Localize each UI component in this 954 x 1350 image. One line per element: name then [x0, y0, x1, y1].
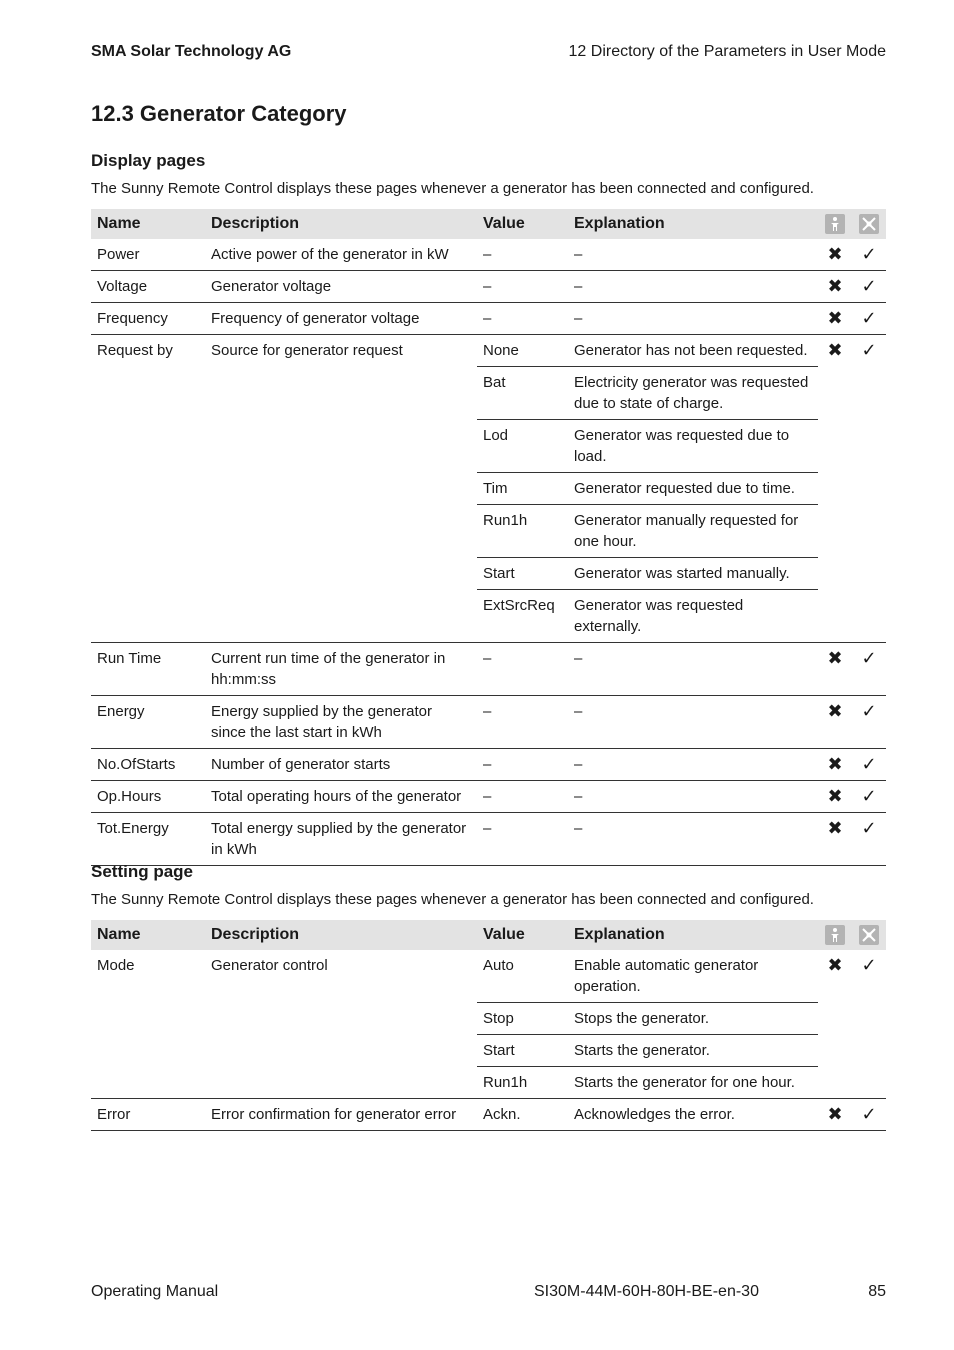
- cross-icon: ✖: [818, 271, 852, 303]
- table-row: [91, 950, 886, 1003]
- param-explanation: Generator has not been requested.: [568, 335, 818, 367]
- param-value: –: [477, 813, 568, 866]
- param-description: Source for generator request: [205, 335, 477, 643]
- page-number: 85: [868, 1283, 886, 1300]
- footer-manual: Operating Manual: [91, 1283, 219, 1300]
- param-value: Run1h: [477, 505, 568, 558]
- param-explanation: Enable automatic generator operation.: [568, 950, 818, 1003]
- col-description: Description: [205, 209, 477, 239]
- param-value: Start: [477, 1035, 568, 1067]
- table-header-row: [91, 209, 886, 239]
- setting-page-intro: The Sunny Remote Control displays these pages whenever a generator has been connected and configured.: [91, 891, 814, 908]
- col-value: Value: [477, 209, 568, 239]
- param-description: Current run time of the generator in hh:mm:ss: [205, 643, 477, 696]
- table-header-row: [91, 920, 886, 950]
- header-chapter: 12 Directory of the Parameters in User Mode: [568, 43, 886, 60]
- param-name: Run Time: [91, 643, 205, 696]
- param-explanation: –: [568, 781, 818, 813]
- cross-icon: ✖: [818, 303, 852, 335]
- check-icon: ✓: [852, 335, 886, 643]
- param-explanation: Starts the generator.: [568, 1035, 818, 1067]
- col-explanation: Explanation: [568, 209, 818, 239]
- param-description: Error confirmation for generator error: [205, 1099, 477, 1131]
- table-row: [91, 749, 886, 781]
- cross-icon: ✖: [818, 950, 852, 1099]
- param-explanation: Starts the generator for one hour.: [568, 1067, 818, 1099]
- check-icon: ✓: [852, 271, 886, 303]
- display-pages-table: [91, 209, 886, 866]
- check-icon: ✓: [852, 696, 886, 749]
- param-name: Energy: [91, 696, 205, 749]
- param-value: –: [477, 271, 568, 303]
- section-title: 12.3 Generator Category: [91, 101, 347, 126]
- param-value: –: [477, 749, 568, 781]
- param-value: Auto: [477, 950, 568, 1003]
- param-name: Request by: [91, 335, 205, 643]
- param-value: Ackn.: [477, 1099, 568, 1131]
- param-name: Power: [91, 239, 205, 271]
- installer-icon: [859, 214, 879, 234]
- param-description: Energy supplied by the generator since the last start in kWh: [205, 696, 477, 749]
- installer-icon: [859, 925, 879, 945]
- param-explanation: –: [568, 303, 818, 335]
- table-row: [91, 1099, 886, 1131]
- col-value: Value: [477, 920, 568, 950]
- param-explanation: Generator was requested externally.: [568, 590, 818, 643]
- param-name: Mode: [91, 950, 205, 1099]
- param-description: Total energy supplied by the generator in kWh: [205, 813, 477, 866]
- check-icon: ✓: [852, 749, 886, 781]
- param-explanation: –: [568, 696, 818, 749]
- param-value: Run1h: [477, 1067, 568, 1099]
- footer-doc-id: SI30M-44M-60H-80H-BE-en-30: [534, 1283, 759, 1300]
- param-name: No.OfStarts: [91, 749, 205, 781]
- table-row: [91, 643, 886, 696]
- param-value: –: [477, 696, 568, 749]
- header-company: SMA Solar Technology AG: [91, 43, 292, 60]
- param-name: Error: [91, 1099, 205, 1131]
- param-explanation: Stops the generator.: [568, 1003, 818, 1035]
- param-explanation: Generator was started manually.: [568, 558, 818, 590]
- param-explanation: –: [568, 239, 818, 271]
- check-icon: ✓: [852, 781, 886, 813]
- param-explanation: Acknowledges the error.: [568, 1099, 818, 1131]
- param-description: Generator voltage: [205, 271, 477, 303]
- table-row: [91, 271, 886, 303]
- cross-icon: ✖: [818, 239, 852, 271]
- param-explanation: Generator was requested due to load.: [568, 420, 818, 473]
- param-description: Number of generator starts: [205, 749, 477, 781]
- param-value: ExtSrcReq: [477, 590, 568, 643]
- table-row: [91, 813, 886, 866]
- check-icon: ✓: [852, 1099, 886, 1131]
- check-icon: ✓: [852, 950, 886, 1099]
- table-row: [91, 335, 886, 367]
- user-icon: [825, 925, 845, 945]
- param-description: Frequency of generator voltage: [205, 303, 477, 335]
- param-value: None: [477, 335, 568, 367]
- setting-page-heading: Setting page: [91, 862, 194, 881]
- cross-icon: ✖: [818, 749, 852, 781]
- cross-icon: ✖: [818, 1099, 852, 1131]
- param-name: Op.Hours: [91, 781, 205, 813]
- param-explanation: –: [568, 643, 818, 696]
- param-description: Total operating hours of the generator: [205, 781, 477, 813]
- display-pages-intro: The Sunny Remote Control displays these pages whenever a generator has been connected and configured.: [91, 180, 814, 197]
- param-value: –: [477, 643, 568, 696]
- param-value: Stop: [477, 1003, 568, 1035]
- check-icon: ✓: [852, 303, 886, 335]
- table-row: [91, 303, 886, 335]
- param-explanation: –: [568, 271, 818, 303]
- check-icon: ✓: [852, 813, 886, 866]
- table-row: [91, 239, 886, 271]
- param-explanation: Generator requested due to time.: [568, 473, 818, 505]
- param-explanation: Electricity generator was requested due to state of charge.: [568, 367, 818, 420]
- param-value: Start: [477, 558, 568, 590]
- param-value: –: [477, 303, 568, 335]
- cross-icon: ✖: [818, 335, 852, 643]
- cross-icon: ✖: [818, 813, 852, 866]
- user-icon: [825, 214, 845, 234]
- col-description: Description: [205, 920, 477, 950]
- setting-page-table: [91, 920, 886, 1131]
- param-value: –: [477, 781, 568, 813]
- display-pages-heading: Display pages: [91, 151, 206, 170]
- cross-icon: ✖: [818, 643, 852, 696]
- param-name: Frequency: [91, 303, 205, 335]
- param-value: Tim: [477, 473, 568, 505]
- param-value: Lod: [477, 420, 568, 473]
- param-value: Bat: [477, 367, 568, 420]
- cross-icon: ✖: [818, 781, 852, 813]
- param-value: –: [477, 239, 568, 271]
- param-explanation: –: [568, 749, 818, 781]
- param-description: Active power of the generator in kW: [205, 239, 477, 271]
- col-explanation: Explanation: [568, 920, 818, 950]
- cross-icon: ✖: [818, 696, 852, 749]
- check-icon: ✓: [852, 643, 886, 696]
- param-explanation: –: [568, 813, 818, 866]
- table-row: [91, 696, 886, 749]
- param-name: Tot.Energy: [91, 813, 205, 866]
- param-name: Voltage: [91, 271, 205, 303]
- table-row: [91, 781, 886, 813]
- param-explanation: Generator manually requested for one hour.: [568, 505, 818, 558]
- check-icon: ✓: [852, 239, 886, 271]
- col-name: Name: [91, 920, 205, 950]
- param-description: Generator control: [205, 950, 477, 1099]
- col-name: Name: [91, 209, 205, 239]
